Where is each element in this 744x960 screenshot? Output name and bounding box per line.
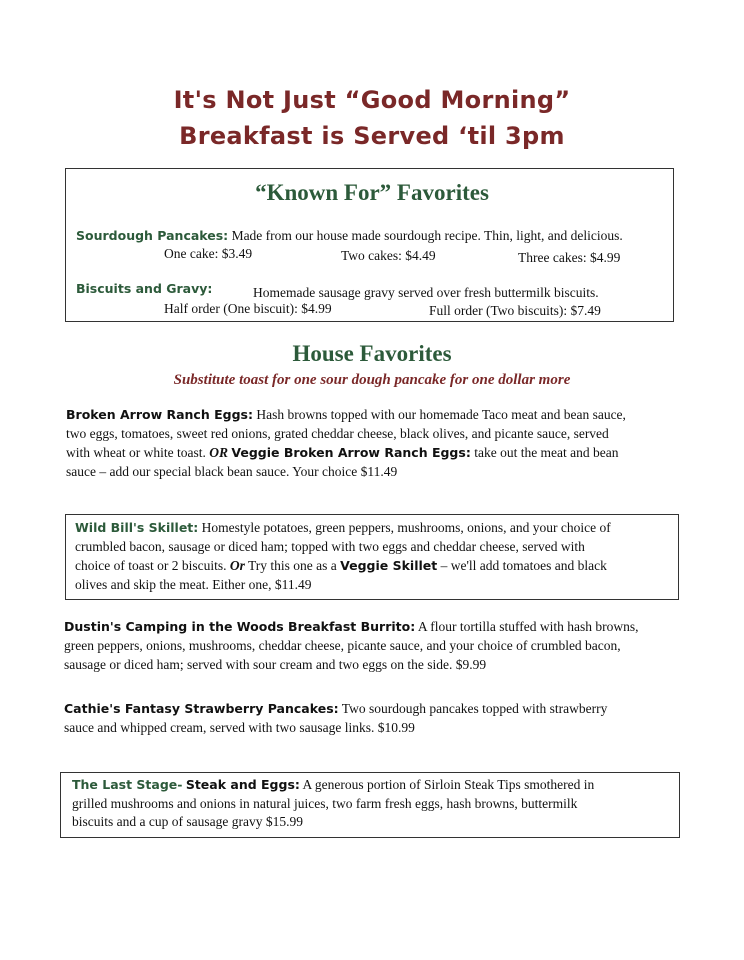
sourdough-price-two: Two cakes: $4.49 [341, 248, 436, 263]
dustin-line-2: green peppers, onions, mushrooms, cheddar cheese, picante sauce, and your choice of crumbled bacon, [64, 638, 621, 653]
broken-arrow-line-1 [66, 406, 626, 424]
veggie-skillet-name: Veggie Skillet [340, 558, 438, 573]
last-stage-name: The Last Stage- [72, 777, 183, 792]
biscuits-price-half: Half order (One biscuit): $4.99 [164, 301, 332, 316]
wild-bill-text-3b: Try this one as a [248, 558, 337, 573]
dustin-line-3: sausage or diced ham; served with sour cream and two eggs on the side. $9.99 [64, 657, 487, 672]
cathie-text-1: Two sourdough pancakes topped with strawberry [341, 701, 608, 716]
sourdough-pancakes-description: Made from our house made sourdough recipe. Thin, light, and delicious. [231, 228, 623, 243]
house-favorites-subtitle: Substitute toast for one sour dough pancake for one dollar more [173, 372, 571, 388]
broken-arrow-line-4: sauce – add our special black bean sauce. Your choice $11.49 [66, 464, 398, 479]
dustin-name: Dustin's Camping in the Woods Breakfast Burrito: [64, 619, 416, 634]
cathie-name: Cathie's Fantasy Strawberry Pancakes: [64, 701, 339, 716]
dustin-line-1 [64, 618, 638, 636]
biscuits-gravy-name [76, 280, 212, 298]
biscuits-gravy-description: Homemade sausage gravy served over fresh buttermilk biscuits. [253, 285, 599, 300]
broken-arrow-or: OR [209, 445, 228, 460]
broken-arrow-text-1: Hash browns topped with our homemade Taco meat and bean sauce, [256, 407, 626, 422]
wild-bill-text-3c: – we'll add tomatoes and black [440, 558, 607, 573]
broken-arrow-line-3 [66, 444, 619, 462]
cathie-line-1 [64, 700, 607, 718]
house-favorites-heading: House Favorites [292, 341, 452, 366]
last-stage-text-1: A generous portion of Sirloin Steak Tips smothered in [302, 777, 595, 792]
wild-bill-name: Wild Bill's Skillet: [75, 520, 199, 535]
biscuits-gravy-label: Biscuits and Gravy: [76, 281, 213, 296]
veggie-broken-arrow-name: Veggie Broken Arrow Ranch Eggs: [231, 445, 471, 460]
steak-and-eggs-name: Steak and Eggs: [185, 777, 300, 792]
sourdough-pancakes-item [76, 227, 623, 245]
cathie-line-2: sauce and whipped cream, served with two sausage links. $10.99 [64, 720, 415, 735]
wild-bill-line-4: olives and skip the meat. Either one, $11.49 [75, 577, 312, 592]
last-stage-line-1 [72, 776, 594, 794]
menu-title-line-1: It's Not Just “Good Morning” [173, 86, 571, 114]
broken-arrow-line-2: two eggs, tomatoes, sweet red onions, grated cheddar cheese, black olives, and picante sauce, served [66, 426, 609, 441]
wild-bill-line-2: crumbled bacon, sausage or diced ham; topped with two eggs and cheddar cheese, served with [75, 539, 585, 554]
last-stage-line-2: grilled mushrooms and onions in natural juices, two farm fresh eggs, hash browns, buttermilk [72, 796, 578, 811]
broken-arrow-text-3a: with wheat or white toast. [66, 445, 206, 460]
biscuits-price-full: Full order (Two biscuits): $7.49 [429, 303, 601, 318]
wild-bill-or: Or [229, 558, 245, 573]
sourdough-pancakes-name: Sourdough Pancakes: [76, 228, 229, 243]
menu-title-line-2: Breakfast is Served ‘til 3pm [179, 122, 565, 150]
broken-arrow-text-3b: take out the meat and bean [474, 445, 619, 460]
dustin-text-1: A flour tortilla stuffed with hash browns, [417, 619, 639, 634]
broken-arrow-name: Broken Arrow Ranch Eggs: [66, 407, 253, 422]
known-for-heading: “Known For” Favorites [255, 180, 489, 205]
wild-bill-text-1: Homestyle potatoes, green peppers, mushrooms, onions, and your choice of [201, 520, 611, 535]
wild-bill-line-3 [75, 557, 607, 575]
sourdough-price-one: One cake: $3.49 [164, 246, 253, 261]
wild-bill-text-3a: choice of toast or 2 biscuits. [75, 558, 227, 573]
sourdough-price-three: Three cakes: $4.99 [518, 250, 621, 265]
wild-bill-line-1 [75, 519, 611, 537]
last-stage-line-3: biscuits and a cup of sausage gravy $15.99 [72, 814, 303, 829]
